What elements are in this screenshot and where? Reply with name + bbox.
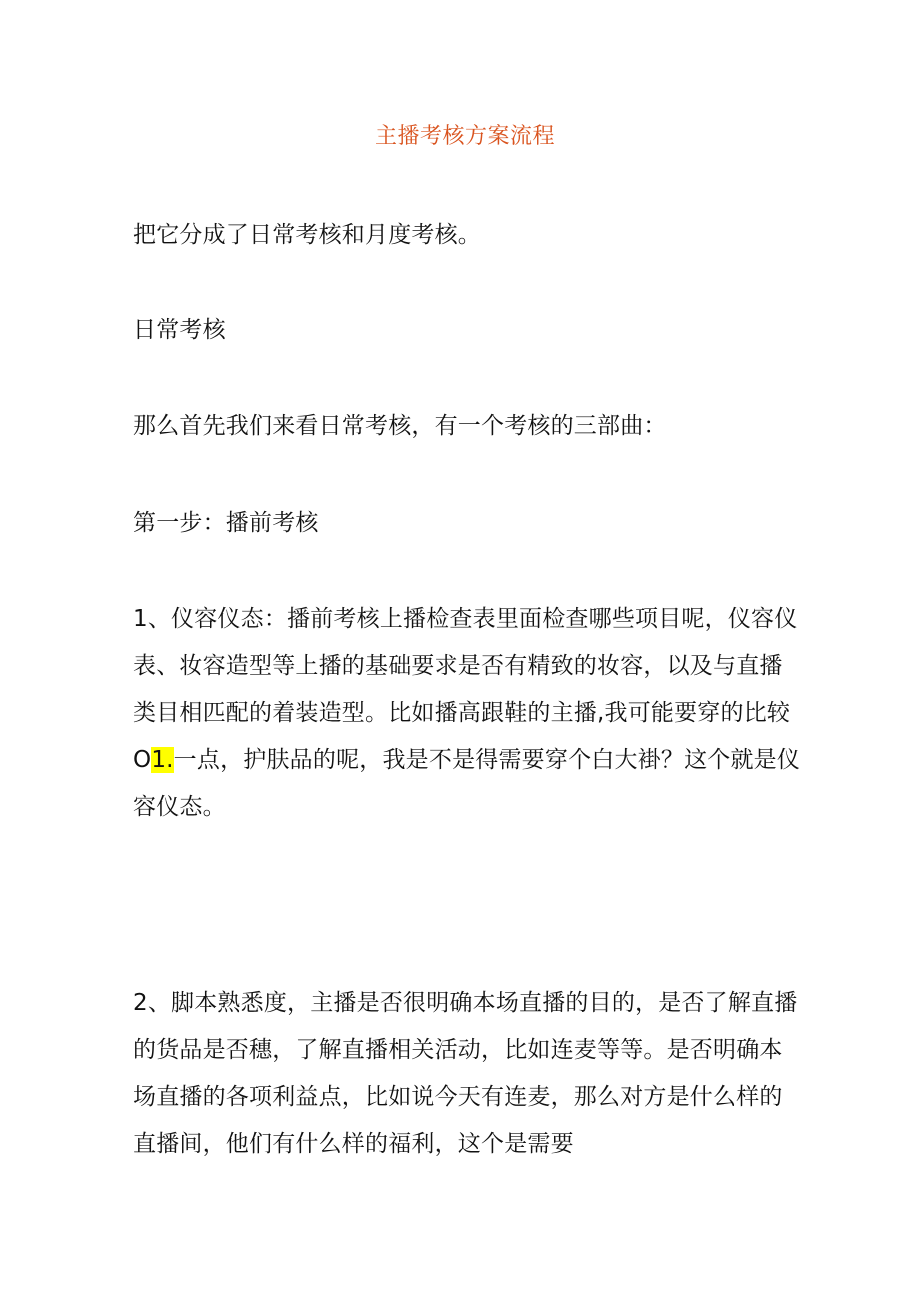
intro-paragraph: 把它分成了日常考核和月度考核。 — [133, 222, 481, 248]
step1-heading: 第一步：播前考核 — [133, 510, 319, 536]
item1-text-before: 1、仪容仪态：播前考核上播检查表里面检查哪些项目呢，仪容仪表、妆容造型等上播的基础要求是否有精致的妆容，以及与直播类目相匹配的着装造型。比如播高跟鞋的主播,我可能要穿的比较O — [133, 606, 798, 773]
item2-paragraph: 2、脚本熟悉度，主播是否很明确本场直播的目的，是否了解直播的货品是否穗，了解直播相关活动，比如连麦等等。是否明确本场直播的各项利益点，比如说今天有连麦，那么对方是什么样的直播间，他们有什么样的福利，这个是需要 — [133, 990, 798, 1157]
document-title: 主播考核方案流程 — [374, 124, 555, 149]
item1-highlighted-text: 1. — [151, 747, 174, 773]
item1-paragraph — [133, 596, 803, 831]
section-heading: 日常考核 — [133, 317, 226, 343]
lead-paragraph: 那么首先我们来看日常考核，有一个考核的三部曲： — [133, 413, 667, 439]
item1-text-after: 一点，护肤品的呢，我是不是得需要穿个白大褂？这个就是仪容仪态。 — [133, 747, 801, 820]
